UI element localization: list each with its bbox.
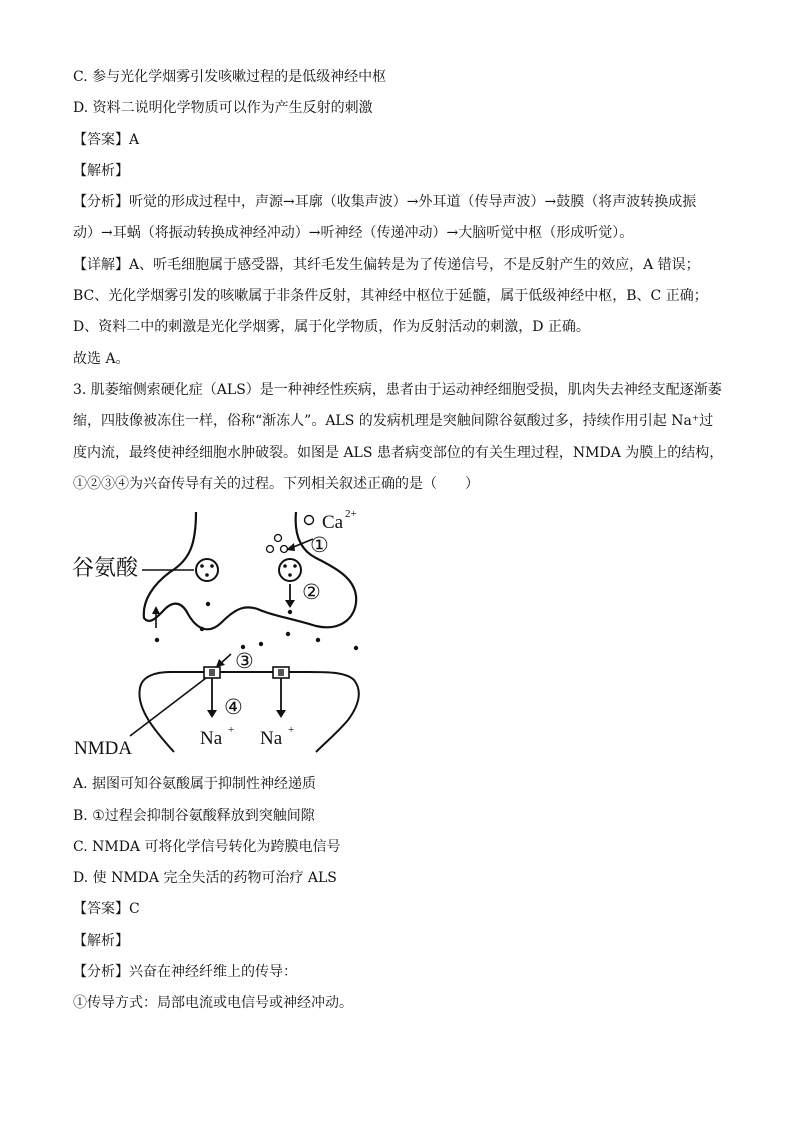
- nmda-receptor-left: [204, 667, 220, 678]
- q3-answer: 【答案】C: [73, 901, 140, 917]
- synapse-diagram: [70, 504, 370, 762]
- glutamate-label: 谷氨酸: [72, 555, 139, 580]
- prev-option-c: C. 参与光化学烟雾引发咳嗽过程的是低级神经中枢: [73, 69, 387, 85]
- q3-analysis-line-1: 【分析】兴奋在神经纤维上的传导：: [73, 964, 297, 980]
- vesicle-right: [279, 559, 301, 581]
- calcium-ion: [267, 546, 274, 553]
- prev-analysis-heading: 【解析】: [73, 163, 129, 179]
- prev-detail-line-2: BC、光化学烟雾引发的咳嗽属于非条件反射，其神经中枢位于延髓，属于低级神经中枢，B、C 正确；: [73, 288, 708, 304]
- sodium-label-left: Na: [200, 728, 223, 749]
- calcium-ion: [281, 546, 288, 553]
- calcium-label: Ca: [322, 512, 344, 533]
- sodium-charge-left: +: [228, 724, 235, 736]
- q3-option-a: A. 据图可知谷氨酸属于抑制性神经递质: [73, 776, 317, 792]
- q3-analysis-line-2: ①传导方式：局部电流或电信号或神经冲动。: [73, 995, 353, 1011]
- prev-conclusion: 故选 A。: [73, 351, 130, 367]
- q3-option-c: C. NMDA 可将化学信号转化为跨膜电信号: [73, 839, 341, 855]
- calcium-ion: [275, 535, 282, 542]
- prev-analysis-line-1: 【分析】听觉的形成过程中，声源→耳廓（收集声波）→外耳道（传导声波）→鼓膜（将声波转换成振: [73, 194, 697, 210]
- nmda-receptor-right: [273, 667, 289, 678]
- sodium-label-right: Na: [260, 728, 283, 749]
- prev-analysis-line-2: 动）→耳蜗（将振动转换成神经冲动）→听神经（传递冲动）→大脑听觉中枢（形成听觉）。: [73, 225, 634, 241]
- nmda-label: NMDA: [74, 738, 133, 759]
- step-3-label: ③: [235, 649, 254, 673]
- prev-detail-line-3: D、资料二中的刺激是光化学烟雾，属于化学物质，作为反射活动的刺激，D 正确。: [73, 319, 590, 335]
- postsynaptic-membrane: [139, 672, 358, 752]
- q3-stem-line-2: 缩，四肢像被冻住一样，俗称“渐冻人”。ALS 的发病机理是突触间隙谷氨酸过多，持续作用引起 Na⁺过: [73, 413, 714, 429]
- prev-answer: 【答案】A: [73, 132, 140, 148]
- step-1-label: ①: [310, 533, 329, 557]
- prev-option-d: D. 资料二说明化学物质可以作为产生反射的刺激: [73, 100, 373, 116]
- q3-option-b: B. ①过程会抑制谷氨酸释放到突触间隙: [73, 808, 315, 824]
- calcium-charge: 2+: [345, 508, 357, 520]
- vesicle-left: [196, 559, 218, 581]
- step-2-label: ②: [302, 580, 321, 604]
- prev-detail-line-1: 【详解】A、听毛细胞属于感受器，其纤毛发生偏转是为了传递信号，不是反射产生的效应，A 错误；: [73, 257, 700, 273]
- q3-analysis-heading: 【解析】: [73, 933, 129, 949]
- calcium-ion: [305, 516, 314, 525]
- q3-stem-line-3: 度内流，最终使神经细胞水肿破裂。如图是 ALS 患者病变部位的有关生理过程，NMDA 为膜上的结构，: [73, 445, 724, 461]
- q3-stem-line-4: ①②③④为兴奋传导有关的过程。下列相关叙述正确的是（ ）: [73, 476, 479, 492]
- q3-stem-line-1: 3. 肌萎缩侧索硬化症（ALS）是一种神经性疾病，患者由于运动神经细胞受损，肌肉失去神经支配逐渐萎: [73, 382, 722, 398]
- q3-option-d: D. 使 NMDA 完全失活的药物可治疗 ALS: [73, 870, 337, 886]
- sodium-charge-right: +: [288, 724, 295, 736]
- step-4-label: ④: [224, 695, 243, 719]
